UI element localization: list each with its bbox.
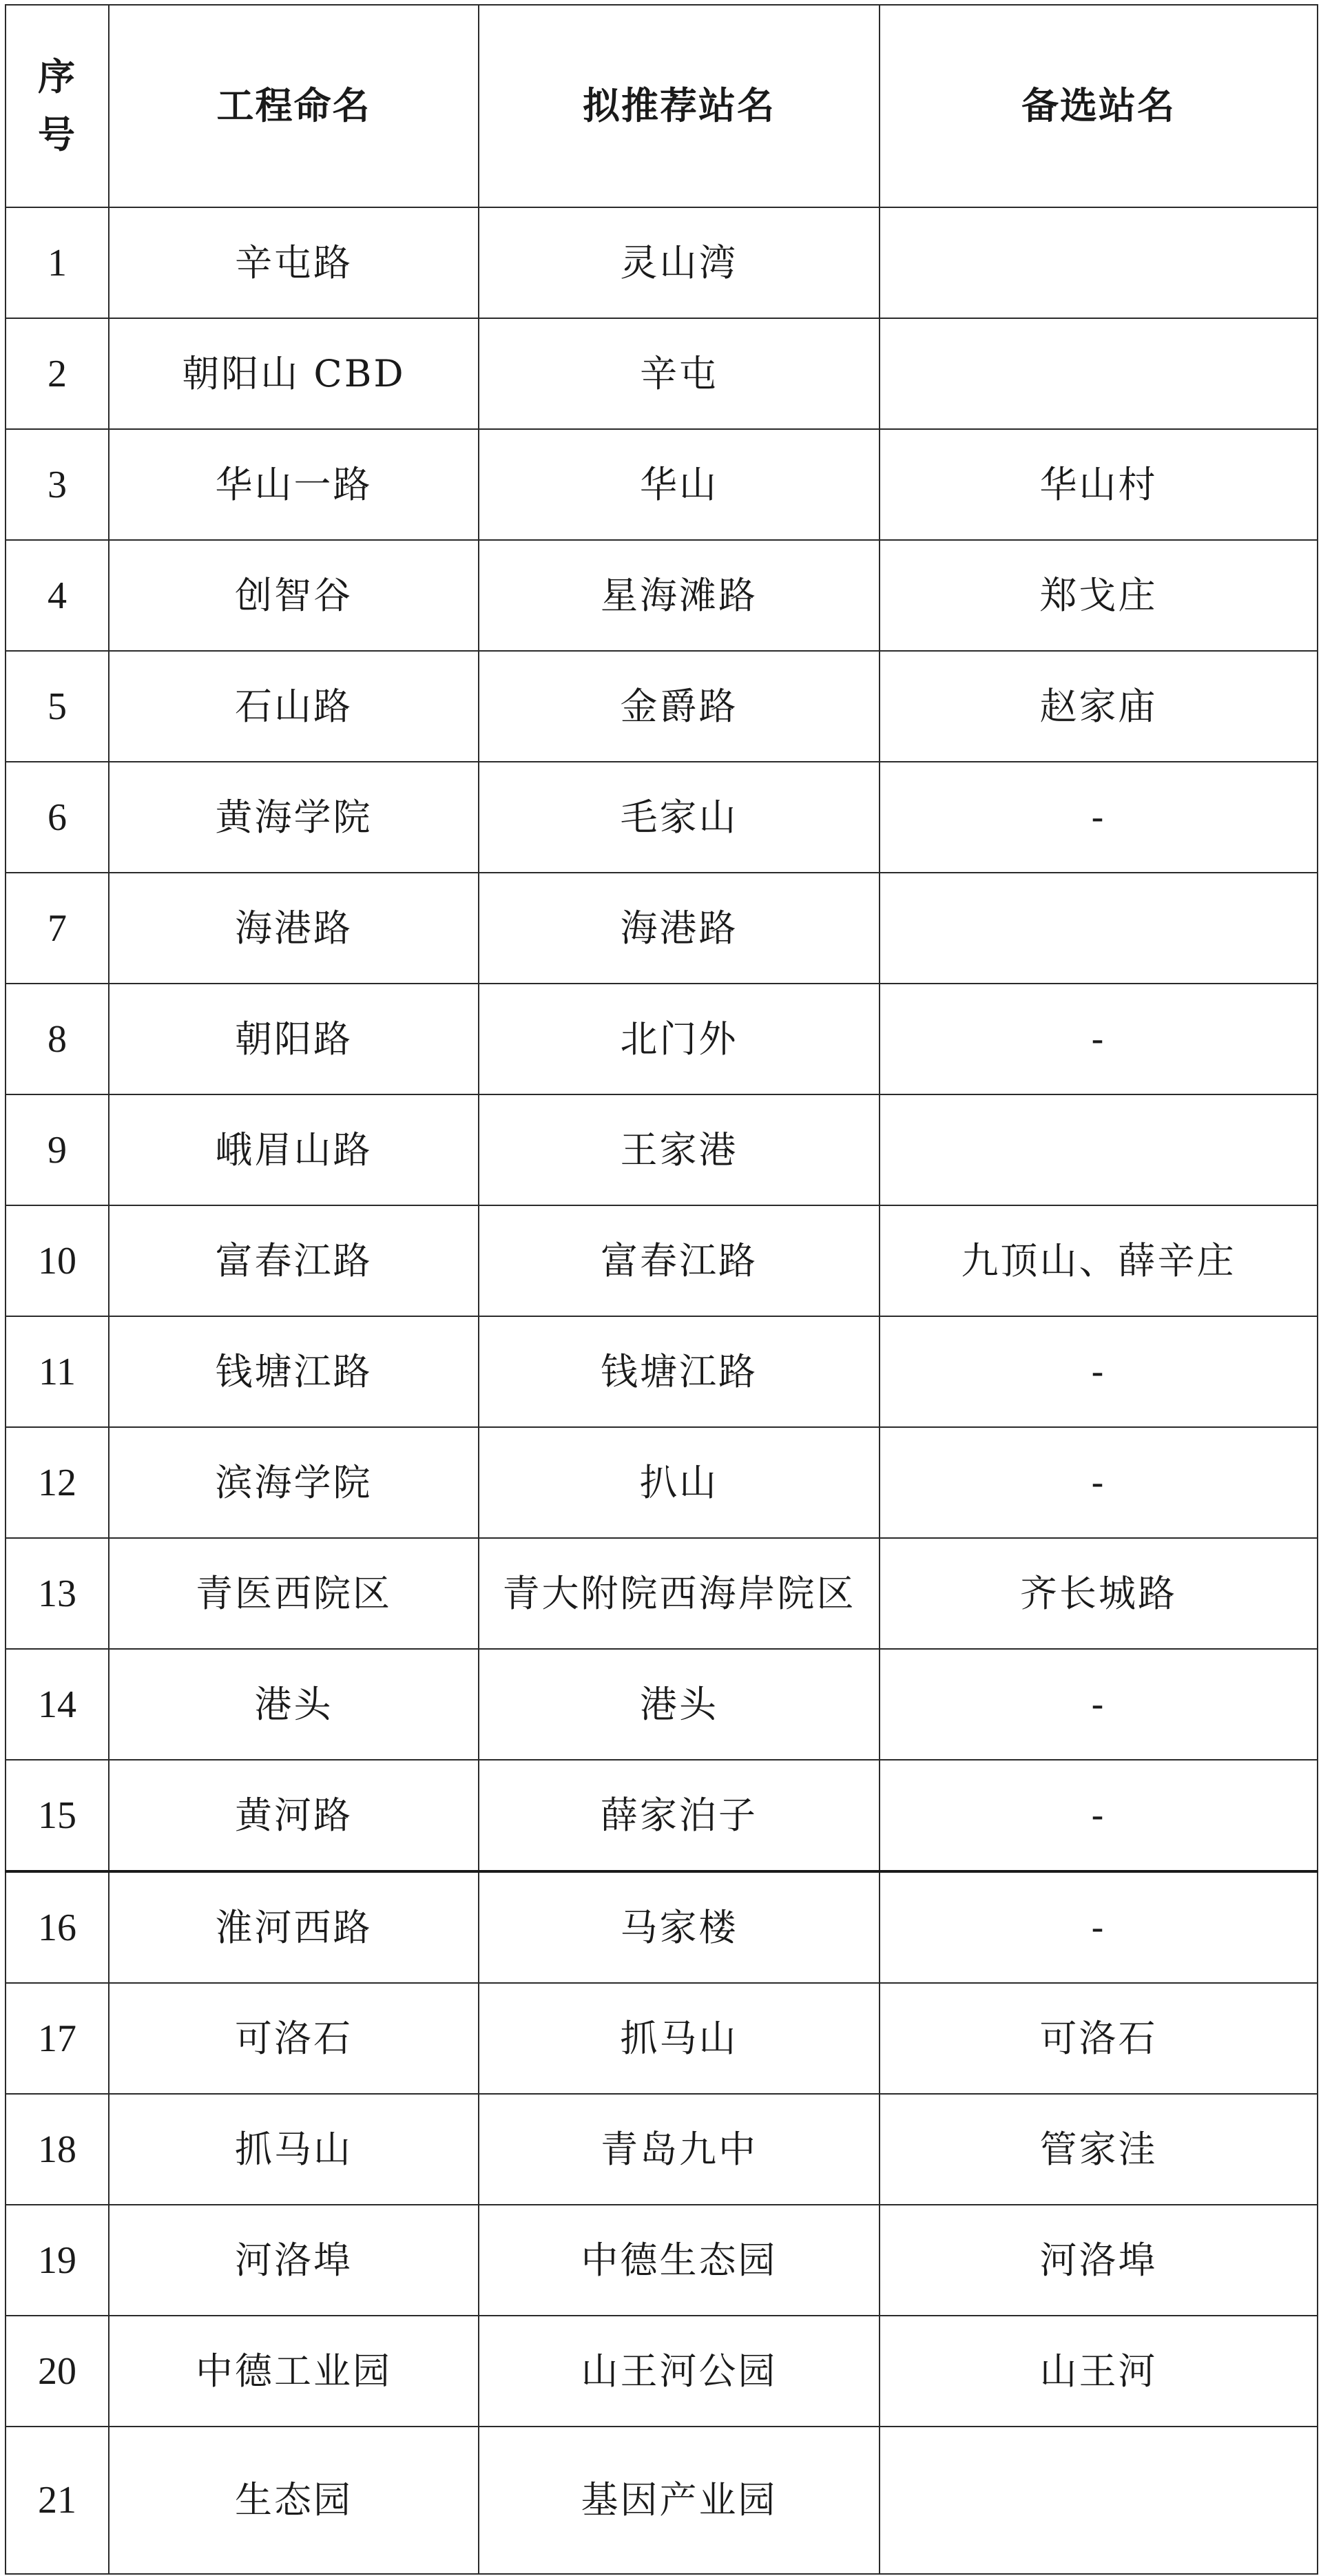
header-row (6, 5, 1318, 207)
table-row (6, 1316, 1318, 1427)
row-index: 7 (6, 873, 109, 984)
row-project-name: 峨眉山路 (109, 1094, 479, 1205)
row-project-name: 青医西院区 (109, 1538, 479, 1649)
table-row (6, 1427, 1318, 1538)
row-index: 11 (6, 1316, 109, 1427)
row-recommended-name: 青大附院西海岸院区 (479, 1538, 880, 1649)
row-project-name: 中德工业园 (109, 2316, 479, 2427)
table-row (6, 873, 1318, 984)
row-project-name: 黄河路 (109, 1760, 479, 1871)
row-recommended-name: 扒山 (479, 1427, 880, 1538)
row-recommended-name: 富春江路 (479, 1205, 880, 1316)
row-recommended-name: 薛家泊子 (479, 1760, 880, 1871)
row-alternative-name: 赵家庙 (880, 651, 1318, 762)
row-alternative-name: - (880, 1760, 1318, 1871)
row-alternative-name: - (880, 1427, 1318, 1538)
row-index: 12 (6, 1427, 109, 1538)
row-alternative-name (880, 207, 1318, 318)
row-recommended-name: 基因产业园 (479, 2427, 880, 2574)
row-project-name: 朝阳路 (109, 984, 479, 1094)
row-recommended-name: 山王河公园 (479, 2316, 880, 2427)
table-row (6, 540, 1318, 651)
row-index: 16 (6, 1871, 109, 1983)
header-index (6, 5, 109, 207)
row-alternative-name: - (880, 984, 1318, 1094)
row-alternative-name: - (880, 1649, 1318, 1760)
row-project-name: 华山一路 (109, 429, 479, 540)
row-recommended-name: 港头 (479, 1649, 880, 1760)
row-alternative-name (880, 2427, 1318, 2574)
header-recommended-name: 拟推荐站名 (479, 5, 880, 207)
table-row (6, 984, 1318, 1094)
row-alternative-name: 山王河 (880, 2316, 1318, 2427)
table-row (6, 2205, 1318, 2316)
row-alternative-name (880, 318, 1318, 429)
table-body (6, 207, 1318, 2574)
header-project-name: 工程命名 (109, 5, 479, 207)
header-index-line1: 序 (38, 55, 76, 98)
row-recommended-name: 星海滩路 (479, 540, 880, 651)
row-project-name: 辛屯路 (109, 207, 479, 318)
table-row (6, 2427, 1318, 2574)
row-alternative-name: 可洛石 (880, 1983, 1318, 2094)
row-index: 1 (6, 207, 109, 318)
table-row (6, 2316, 1318, 2427)
row-index: 17 (6, 1983, 109, 2094)
table-row (6, 207, 1318, 318)
row-alternative-name: - (880, 1316, 1318, 1427)
row-index: 5 (6, 651, 109, 762)
row-project-name: 石山路 (109, 651, 479, 762)
row-recommended-name: 华山 (479, 429, 880, 540)
row-project-name: 可洛石 (109, 1983, 479, 2094)
row-index: 8 (6, 984, 109, 1094)
row-recommended-name: 海港路 (479, 873, 880, 984)
row-recommended-name: 王家港 (479, 1094, 880, 1205)
row-project-name: 抓马山 (109, 2094, 479, 2205)
row-alternative-name: 河洛埠 (880, 2205, 1318, 2316)
table-row (6, 1094, 1318, 1205)
row-project-name: 黄海学院 (109, 762, 479, 873)
row-index: 9 (6, 1094, 109, 1205)
row-project-name: 淮河西路 (109, 1871, 479, 1983)
row-recommended-name: 毛家山 (479, 762, 880, 873)
row-recommended-name: 抓马山 (479, 1983, 880, 2094)
row-project-name: 港头 (109, 1649, 479, 1760)
row-recommended-name: 灵山湾 (479, 207, 880, 318)
row-index: 3 (6, 429, 109, 540)
row-project-name: 钱塘江路 (109, 1316, 479, 1427)
row-project-name: 富春江路 (109, 1205, 479, 1316)
table-row (6, 429, 1318, 540)
row-project-name: 生态园 (109, 2427, 479, 2574)
table-header (6, 5, 1318, 207)
table-row (6, 1649, 1318, 1760)
row-project-name: 创智谷 (109, 540, 479, 651)
table-row (6, 1205, 1318, 1316)
table-row (6, 1983, 1318, 2094)
row-index: 20 (6, 2316, 109, 2427)
row-project-name: 朝阳山 CBD (109, 318, 479, 429)
row-recommended-name: 中德生态园 (479, 2205, 880, 2316)
table-row (6, 2094, 1318, 2205)
row-recommended-name: 金爵路 (479, 651, 880, 762)
header-index-line2: 号 (38, 113, 76, 156)
row-index: 19 (6, 2205, 109, 2316)
row-index: 4 (6, 540, 109, 651)
station-name-table-container (5, 4, 1317, 2575)
row-alternative-name: 郑戈庄 (880, 540, 1318, 651)
station-name-table (5, 4, 1318, 2575)
row-recommended-name: 北门外 (479, 984, 880, 1094)
header-alternative-name: 备选站名 (880, 5, 1318, 207)
row-alternative-name: - (880, 762, 1318, 873)
table-row (6, 1871, 1318, 1983)
row-alternative-name (880, 1094, 1318, 1205)
row-alternative-name: 华山村 (880, 429, 1318, 540)
table-row (6, 318, 1318, 429)
row-index: 14 (6, 1649, 109, 1760)
table-row (6, 1760, 1318, 1871)
row-alternative-name (880, 873, 1318, 984)
table-row (6, 1538, 1318, 1649)
row-index: 6 (6, 762, 109, 873)
row-alternative-name: 管家洼 (880, 2094, 1318, 2205)
row-alternative-name: - (880, 1871, 1318, 1983)
row-index: 2 (6, 318, 109, 429)
row-recommended-name: 辛屯 (479, 318, 880, 429)
row-index: 15 (6, 1760, 109, 1871)
row-recommended-name: 马家楼 (479, 1871, 880, 1983)
row-project-name: 河洛埠 (109, 2205, 479, 2316)
row-index: 10 (6, 1205, 109, 1316)
row-project-name: 海港路 (109, 873, 479, 984)
row-project-name: 滨海学院 (109, 1427, 479, 1538)
row-index: 13 (6, 1538, 109, 1649)
table-row (6, 762, 1318, 873)
row-index: 18 (6, 2094, 109, 2205)
row-index: 21 (6, 2427, 109, 2574)
row-recommended-name: 青岛九中 (479, 2094, 880, 2205)
row-alternative-name: 齐长城路 (880, 1538, 1318, 1649)
row-alternative-name: 九顶山、薛辛庄 (880, 1205, 1318, 1316)
row-recommended-name: 钱塘江路 (479, 1316, 880, 1427)
table-row (6, 651, 1318, 762)
